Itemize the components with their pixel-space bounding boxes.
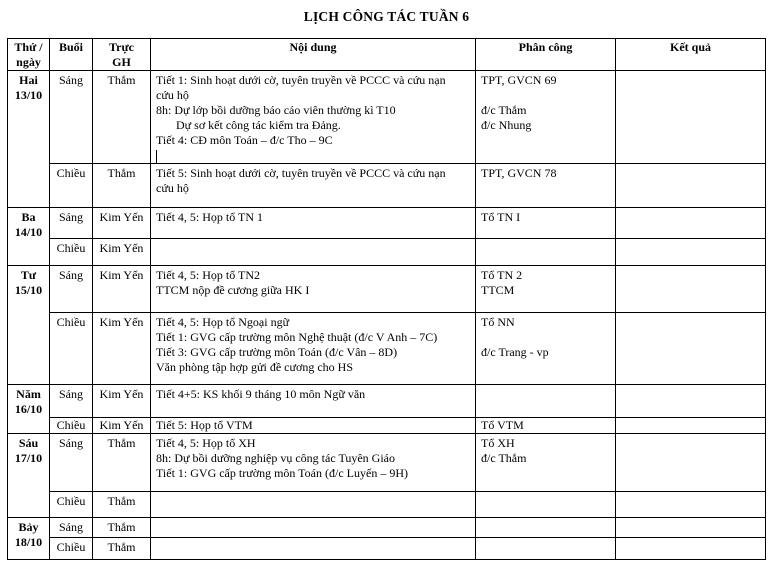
day-cell: Tư 15/10 <box>8 266 50 385</box>
content-cell[interactable] <box>151 538 476 560</box>
table-row <box>8 266 766 313</box>
assignee-cell[interactable] <box>476 492 616 518</box>
content-cell[interactable]: Tiết 4, 5: Họp tổ XH 8h: Dự bồi dưỡng nghiệp vụ công tác Tuyên Giáo Tiết 1: GVG cấp trường môn Toán (đ/c Luyến – 9H) <box>151 434 476 492</box>
session-cell: Sáng <box>50 71 93 164</box>
document-title: LỊCH CÔNG TÁC TUẦN 6 <box>303 9 470 24</box>
result-cell[interactable] <box>616 208 766 239</box>
duty-cell: Kim Yến <box>93 418 151 434</box>
session-cell: Chiều <box>50 239 93 266</box>
result-cell[interactable] <box>616 313 766 385</box>
table-row <box>8 313 766 385</box>
content-cell[interactable]: Tiết 4, 5: Họp tổ Ngoại ngữ Tiết 1: GVG cấp trường môn Nghệ thuật (đ/c V Anh – 7C) Tiết 3: GVG cấp trường môn Toán (đ/c Vân – 8D) Văn phòng tập hợp gửi đề cương cho HS <box>151 313 476 385</box>
result-cell[interactable] <box>616 239 766 266</box>
assignee-cell[interactable]: Tổ TN 2 TTCM <box>476 266 616 313</box>
header-row <box>8 39 766 71</box>
day-cell: Ba 14/10 <box>8 208 50 266</box>
content-cell[interactable] <box>151 492 476 518</box>
table-row <box>8 492 766 518</box>
assignee-cell[interactable] <box>476 239 616 266</box>
table-row <box>8 434 766 492</box>
assignee-cell[interactable] <box>476 518 616 538</box>
assignee-cell[interactable]: TPT, GVCN 69 đ/c Thắm đ/c Nhung <box>476 71 616 164</box>
duty-cell: Kim Yến <box>93 239 151 266</box>
table-row <box>8 208 766 239</box>
assignee-cell[interactable]: TPT, GVCN 78 <box>476 164 616 208</box>
duty-cell: Thắm <box>93 164 151 208</box>
assignee-cell[interactable]: Tổ VTM <box>476 418 616 434</box>
table-row <box>8 418 766 434</box>
header-ket-qua: Kết quả <box>616 39 766 71</box>
session-cell: Chiều <box>50 164 93 208</box>
content-cell[interactable] <box>151 239 476 266</box>
header-truc-gh: Trực GH <box>93 39 151 71</box>
table-row <box>8 518 766 538</box>
day-cell: Hai 13/10 <box>8 71 50 208</box>
schedule-table <box>7 38 766 560</box>
result-cell[interactable] <box>616 71 766 164</box>
day-cell: Bảy 18/10 <box>8 518 50 560</box>
session-cell: Sáng <box>50 518 93 538</box>
content-cell[interactable]: Tiết 5: Họp tổ VTM <box>151 418 476 434</box>
header-noi-dung: Nội dung <box>151 39 476 71</box>
duty-cell: Thắm <box>93 518 151 538</box>
assignee-cell[interactable] <box>476 538 616 560</box>
header-thu-ngay: Thứ / ngày <box>8 39 50 71</box>
table-row <box>8 385 766 418</box>
content-cell[interactable]: Tiết 5: Sinh hoạt dưới cờ, tuyên truyền về PCCC và cứu nạn cứu hộ <box>151 164 476 208</box>
result-cell[interactable] <box>616 492 766 518</box>
result-cell[interactable] <box>616 538 766 560</box>
result-cell[interactable] <box>616 266 766 313</box>
content-cell[interactable]: Tiết 4, 5: Họp tổ TN 1 <box>151 208 476 239</box>
content-cell[interactable]: Tiết 4+5: KS khối 9 tháng 10 môn Ngữ văn <box>151 385 476 418</box>
result-cell[interactable] <box>616 164 766 208</box>
table-row <box>8 538 766 560</box>
duty-cell: Thắm <box>93 492 151 518</box>
content-cell[interactable]: Tiết 4, 5: Họp tổ TN2 TTCM nộp đề cương giữa HK I <box>151 266 476 313</box>
session-cell: Chiều <box>50 538 93 560</box>
duty-cell: Kim Yến <box>93 266 151 313</box>
result-cell[interactable] <box>616 418 766 434</box>
duty-cell: Thắm <box>93 434 151 492</box>
result-cell[interactable] <box>616 518 766 538</box>
session-cell: Sáng <box>50 434 93 492</box>
header-buoi: Buổi <box>50 39 93 71</box>
table-row <box>8 239 766 266</box>
duty-cell: Kim Yến <box>93 208 151 239</box>
duty-cell: Kim Yến <box>93 313 151 385</box>
table-row <box>8 164 766 208</box>
result-cell[interactable] <box>616 434 766 492</box>
session-cell: Sáng <box>50 266 93 313</box>
session-cell: Chiều <box>50 313 93 385</box>
result-cell[interactable] <box>616 385 766 418</box>
text-cursor <box>156 150 157 163</box>
session-cell: Chiều <box>50 492 93 518</box>
day-cell: Năm 16/10 <box>8 385 50 434</box>
session-cell: Sáng <box>50 385 93 418</box>
duty-cell: Kim Yến <box>93 385 151 418</box>
assignee-cell[interactable]: Tổ XH đ/c Thắm <box>476 434 616 492</box>
assignee-cell[interactable]: Tổ NN đ/c Trang - vp <box>476 313 616 385</box>
assignee-cell[interactable] <box>476 385 616 418</box>
duty-cell: Thắm <box>93 71 151 164</box>
day-cell: Sáu 17/10 <box>8 434 50 518</box>
duty-cell: Thắm <box>93 538 151 560</box>
session-cell: Chiều <box>50 418 93 434</box>
session-cell: Sáng <box>50 208 93 239</box>
content-cell[interactable]: Tiết 1: Sinh hoạt dưới cờ, tuyên truyền về PCCC và cứu nạn cứu hộ 8h: Dự lớp bồi dưỡng báo cáo viên thường kì T10 Dự sơ kết công tác kiểm tra Đảng. Tiết 4: CĐ môn Toán – đ/c Tho – 9C <box>151 71 476 164</box>
assignee-cell[interactable]: Tổ TN I <box>476 208 616 239</box>
content-cell[interactable] <box>151 518 476 538</box>
table-row <box>8 71 766 164</box>
header-phan-cong: Phân công <box>476 39 616 71</box>
